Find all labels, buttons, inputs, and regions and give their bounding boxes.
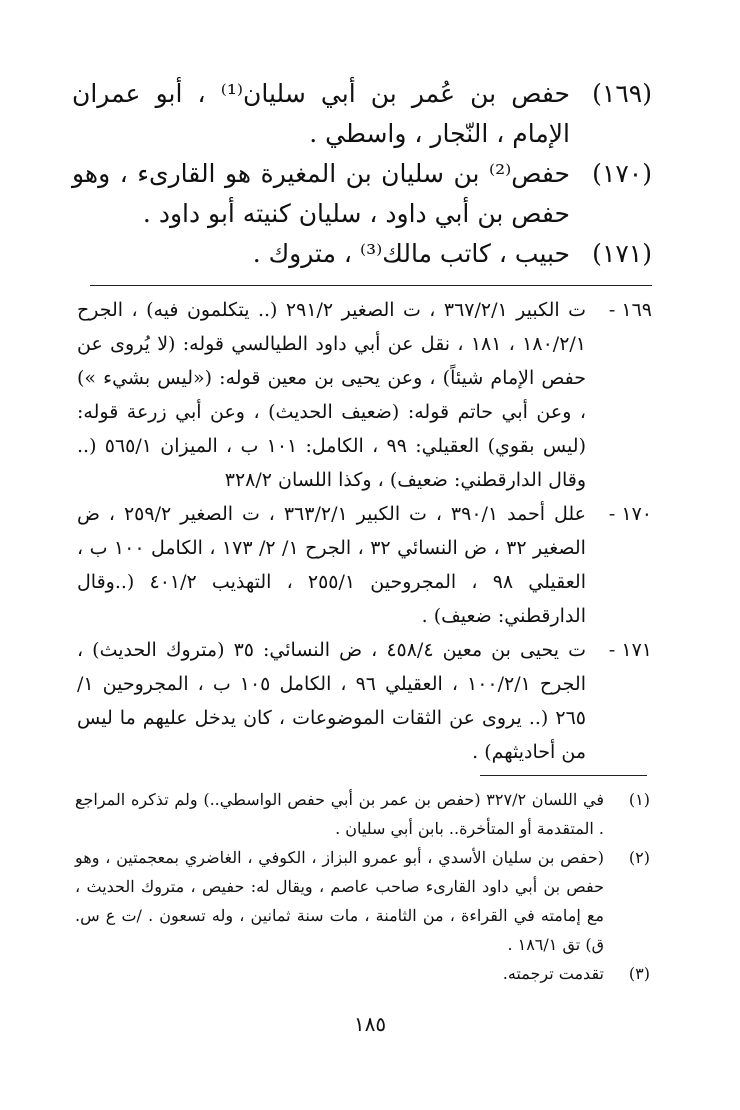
- annotation-number: ١٧١ -: [608, 639, 652, 661]
- annotation-text: ت يحيى بن معين ٤٥٨/٤ ، ض النسائي: ٣٥ (متروك الحديث) ، الجرح ١٠٠/٢/١ ، العقيلي ٩٦ ، الكامل ١٠٥ ب ، المجروحين ١/ ٢٦٥ (.. يروى عن الثقات الموضوعات ، كان يدخل عليهم ما ليس من أحاديثهم) .: [77, 639, 587, 763]
- footnote-3: [75, 959, 650, 988]
- footnote-text: في اللسان ٣٢٧/٢ (حفص بن عمر بن أبي حفص الواسطي..) ولم تذكره المراجع . المتقدمة أو المتأخرة.. بابن أبي سليان .: [75, 790, 605, 838]
- footnote-2: [75, 843, 650, 959]
- footnote-text: (حفص بن سليان الأسدي ، أبو عمرو البزاز ، الكوفي ، الغاضري بمعجمتين ، وهو حفص بن أبي داود القارىء صاحب عاصم ، ويقال له: حفيص ، متروك الحديث ، مع إمامته في القراءة ، من الثامنة ، مات سنة ثمانين ، وله تسعون . /ت ع س. ق) تق ١٨٦/١ .: [75, 848, 604, 954]
- annotation-171: [77, 633, 652, 769]
- footnote-1: [75, 785, 650, 843]
- entry-number: (١٧٠): [592, 159, 652, 188]
- entry-text: حفص بن عُمر بن أبي سليان⁽¹⁾ ، أبو عمران الإمام ، النّجار ، واسطي .: [72, 79, 570, 148]
- entry-171: [72, 234, 652, 274]
- entry-text: حبيب ، كاتب مالك⁽³⁾ ، متروك .: [252, 239, 570, 268]
- page-number: ١٨٥: [353, 1012, 387, 1036]
- footnote-divider: [480, 775, 647, 776]
- footnote-number: (١): [628, 790, 650, 809]
- annotation-text: علل أحمد ٣٩٠/١ ، ت الكبير ٣٦٣/٢/١ ، ت الصغير ٢٥٩/٢ ، ض الصغير ٣٢ ، ض النسائي ٣٢ ، الجرح ١/ ٢/ ١٧٣ ، الكامل ١٠٠ ب ، العقيلي ٩٨ ، المجروحين ٢٥٥/١ ، التهذيب ٤٠١/٢ (..وقال الدارقطني: ضعيف) .: [77, 503, 587, 627]
- entries-divider: [90, 285, 652, 286]
- footnote-text: تقدمت ترجمته.: [502, 964, 604, 983]
- footnote-number: (٣): [628, 964, 650, 983]
- annotation-number: ١٦٩ -: [608, 299, 652, 321]
- entry-169: [72, 74, 652, 154]
- annotation-169: [77, 293, 652, 497]
- annotation-text: ت الكبير ٣٦٧/٢/١ ، ت الصغير ٢٩١/٢ (.. يتكلمون فيه) ، الجرح ١٨٠/٢/١ ، ١٨١ ، نقل عن أبي داود الطيالسي قوله: (لا يُروى عن حفص الإمام شيئاً) ، وعن يحيى بن معين قوله: («ليس بشيء ») ، وعن أبي حاتم قوله: (ضعيف الحديث) ، وعن أبي زرعة قوله: (ليس بقوي) العقيلي: ٩٩ ، الكامل: ١٠١ ب ، الميزان ٥٦٥/١ (.. وقال الدارقطني: ضعيف) ، وكذا اللسان ٣٢٨/٢: [77, 299, 586, 491]
- entry-number: (١٦٩): [592, 79, 652, 108]
- entry-170: [72, 154, 652, 234]
- annotations-list: [77, 293, 652, 769]
- entries-list: [72, 74, 652, 274]
- annotation-170: [77, 497, 652, 633]
- footnote-number: (٢): [628, 848, 650, 867]
- entry-number: (١٧١): [592, 239, 652, 268]
- annotation-number: ١٧٠ -: [608, 503, 652, 525]
- footnotes-list: [75, 785, 650, 988]
- entry-text: حفص⁽²⁾ بن سليان بن المغيرة هو القارىء ، وهو حفص بن أبي داود ، سليان كنيته أبو داود .: [72, 159, 570, 228]
